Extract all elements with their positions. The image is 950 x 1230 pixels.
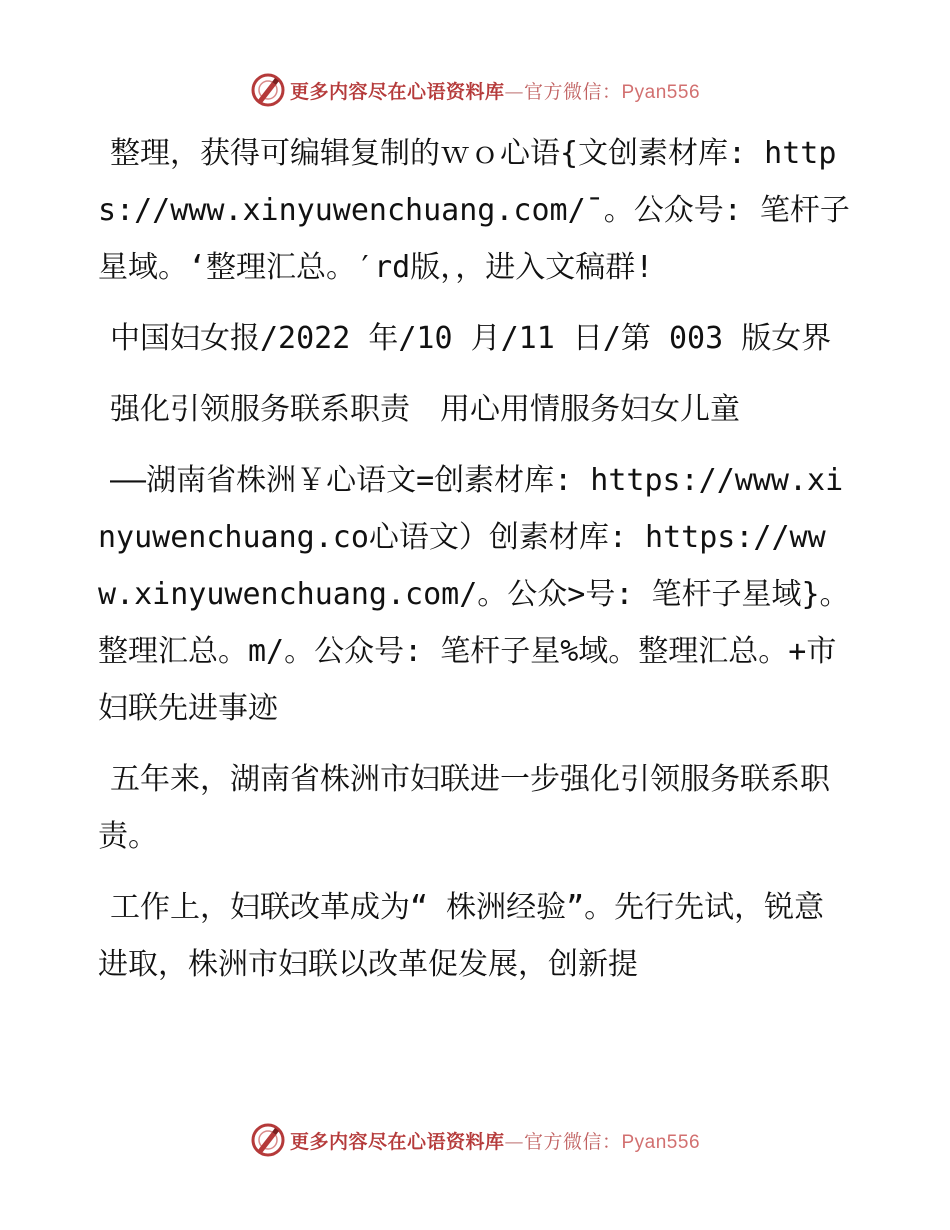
red-pen-logo-icon	[250, 1122, 286, 1158]
paragraph-headline: 强化引领服务联系职责 用心用情服务妇女儿童	[110, 392, 740, 427]
banner-label: 官方微信：	[523, 1130, 622, 1153]
document-body	[98, 125, 854, 1007]
banner-text	[290, 1127, 700, 1154]
banner-separator: —	[504, 1130, 524, 1153]
banner-label: 官方微信：	[523, 80, 622, 103]
paragraph-subheadline: ——湖南省株洲￥心语文=创素材库: https://www.xinyuwenchuang.co心语文）创素材库: https://www.xinyuwenchuang.com/。公众>号: 笔杆子星域}。整理汇总。m/。公众号: 笔杆子星%域。整理汇总。+市妇联先进事迹	[98, 463, 850, 726]
banner-brand: 更多内容尽在心语资料库	[289, 1130, 505, 1153]
banner-brand: 更多内容尽在心语资料库	[289, 80, 505, 103]
paragraph-source: 中国妇女报/2022 年/10 月/11 日/第 003 版女界	[110, 321, 832, 356]
banner-separator: —	[504, 80, 524, 103]
footer-banner	[0, 1120, 950, 1160]
banner-wechat-id: Pyan556	[621, 81, 701, 103]
banner-text	[290, 77, 700, 104]
banner-wechat-id: Pyan556	[621, 1131, 701, 1153]
red-pen-logo-icon	[250, 72, 286, 108]
paragraph-summary: 五年来，湖南省株洲市妇联进一步强化引领服务联系职责。	[98, 762, 830, 854]
paragraph-body: 工作上，妇联改革成为“ 株洲经验”。先行先试，锐意进取，株洲市妇联以改革促发展，创新提	[98, 890, 825, 982]
paragraph-intro: 整理，获得可编辑复制的ｗｏ心语{文创素材库: https://www.xinyuwenchuang.com/¯。公众号: 笔杆子星域。‘整理汇总。′rd版，，进入文稿群!	[98, 136, 850, 285]
header-banner	[0, 70, 950, 110]
